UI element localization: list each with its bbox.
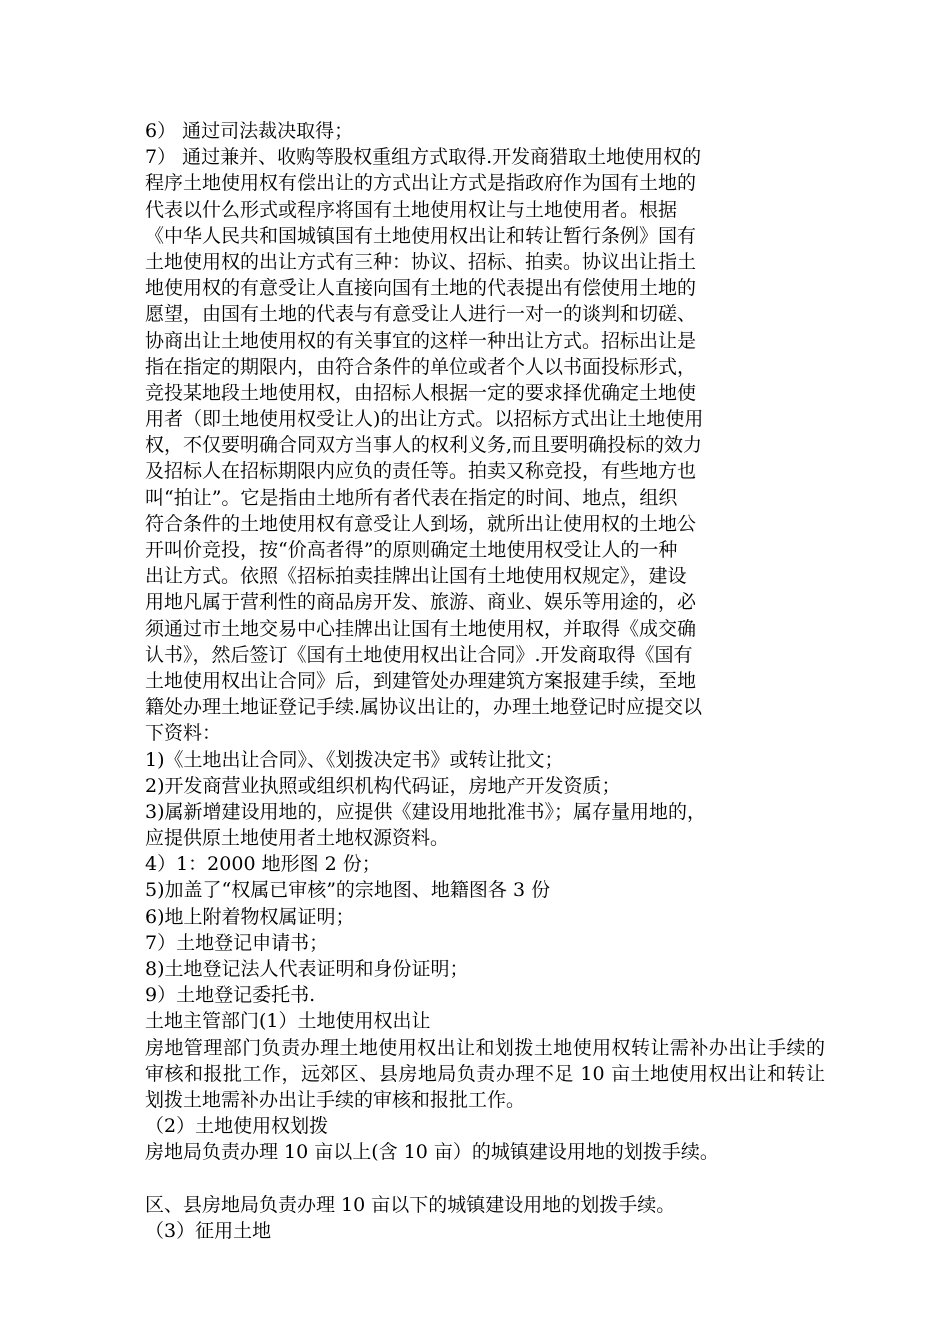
text-line: 《中华人民共和国城镇国有土地使用权出让和转让暂行条例》国有 — [145, 224, 697, 247]
text-line: 竞投某地段土地使用权，由招标人根据一定的要求择优确定土地使 — [145, 381, 697, 404]
text-line: 土地使用权的出让方式有三种：协议、招标、拍卖。协议出让指土 — [145, 250, 697, 273]
list-item: 1)《土地出让合同》、《划拨决定书》或转让批文； — [145, 748, 564, 771]
list-item: 3)属新增建设用地的，应提供《建设用地批准书》；属存量用地的， — [145, 800, 707, 823]
text-line: 区、县房地局负责办理 10 亩以下的城镇建设用地的划拨手续。 — [145, 1193, 676, 1216]
section-heading: （3）征用土地 — [145, 1219, 272, 1242]
list-item: 7）土地登记申请书； — [145, 931, 329, 954]
text-line: 认书》，然后签订《国有土地使用权出让合同》.开发商取得《国有 — [145, 643, 693, 666]
text-line: 用者（即土地使用权受让人)的出让方式。以招标方式出让土地使用 — [145, 408, 704, 431]
list-item: 4）1：2000 地形图 2 份； — [145, 853, 381, 876]
list-item: 8)土地登记法人代表证明和身份证明； — [145, 958, 469, 980]
text-line: 指在指定的期限内，由符合条件的单位或者个人以书面投标形式， — [145, 355, 697, 378]
text-line: 程序土地使用权有偿出让的方式出让方式是指政府作为国有土地的 — [145, 172, 697, 195]
text-line: 用地凡属于营利性的商品房开发、旅游、商业、娱乐等用途的，必 — [145, 591, 697, 614]
text-line: 代表以什么形式或程序将国有土地使用权让与土地使用者。根据 — [145, 198, 678, 221]
text-line: 符合条件的土地使用权有意受让人到场，就所出让使用权的土地公 — [145, 512, 697, 535]
text-line: 及招标人在招标期限内应负的责任等。拍卖又称竞投，有些地方也 — [145, 460, 697, 483]
blank-line — [145, 1166, 825, 1192]
text-line: 土地使用权出让合同》后，到建管处办理建筑方案报建手续，至地 — [145, 669, 697, 692]
paragraph: 房地管理部门负责办理土地使用权出让和划拨土地使用权转让需补办出让手续的审核和报批工作，远郊区、县房地局负责办理不足 10 亩土地使用权出让和转让划拨土地需补办出让手续的审核和报批工作。 — [145, 1036, 825, 1111]
text-line: 协商出让土地使用权的有关事宜的这样一种出让方式。招标出让是 — [145, 329, 697, 352]
section-heading: （2）土地使用权划拨 — [145, 1115, 329, 1138]
list-item: 应提供原土地使用者土地权源资料。 — [145, 827, 450, 850]
text-line: 叫“拍让”。它是指由土地所有者代表在指定的时间、地点，组织 — [145, 486, 678, 509]
list-item: 9）土地登记委托书. — [145, 984, 316, 1007]
list-item: 2)开发商营业执照或组织机构代码证，房地产开发资质； — [145, 774, 621, 797]
text-line: 开叫价竞投，按“价高者得”的原则确定土地使用权受让人的一种 — [145, 539, 678, 561]
section-heading: 土地主管部门(1）土地使用权出让 — [145, 1010, 431, 1033]
text-line: 须通过市土地交易中心挂牌出让国有土地使用权，并取得《成交确 — [145, 617, 697, 640]
text-line: 籍处办理土地证登记手续.属协议出让的，办理土地登记时应提交以 — [145, 696, 703, 719]
list-item: 5)加盖了“权属已审核”的宗地图、地籍图各 3 份 — [145, 879, 551, 902]
text-line: 7） 通过兼并、收购等股权重组方式取得.开发商猎取土地使用权的 — [145, 146, 702, 169]
text-line: 权，不仅要明确合同双方当事人的权利义务,而且要明确投标的效力 — [145, 434, 703, 457]
text-line: 下资料： — [145, 722, 222, 745]
text-line: 6） 通过司法裁决取得； — [145, 120, 354, 142]
list-item: 6)地上附着物权属证明； — [145, 905, 355, 928]
text-line: 出让方式。依照《招标拍卖挂牌出让国有土地使用权规定》，建设 — [145, 565, 687, 588]
text-line: 房地局负责办理 10 亩以上(含 10 亩）的城镇建设用地的划拨手续。 — [145, 1141, 719, 1164]
document-page — [145, 118, 825, 1244]
text-line: 地使用权的有意受让人直接向国有土地的代表提出有偿使用土地的 — [145, 277, 697, 300]
text-line: 愿望，由国有土地的代表与有意受让人进行一对一的谈判和切磋、 — [145, 303, 697, 326]
